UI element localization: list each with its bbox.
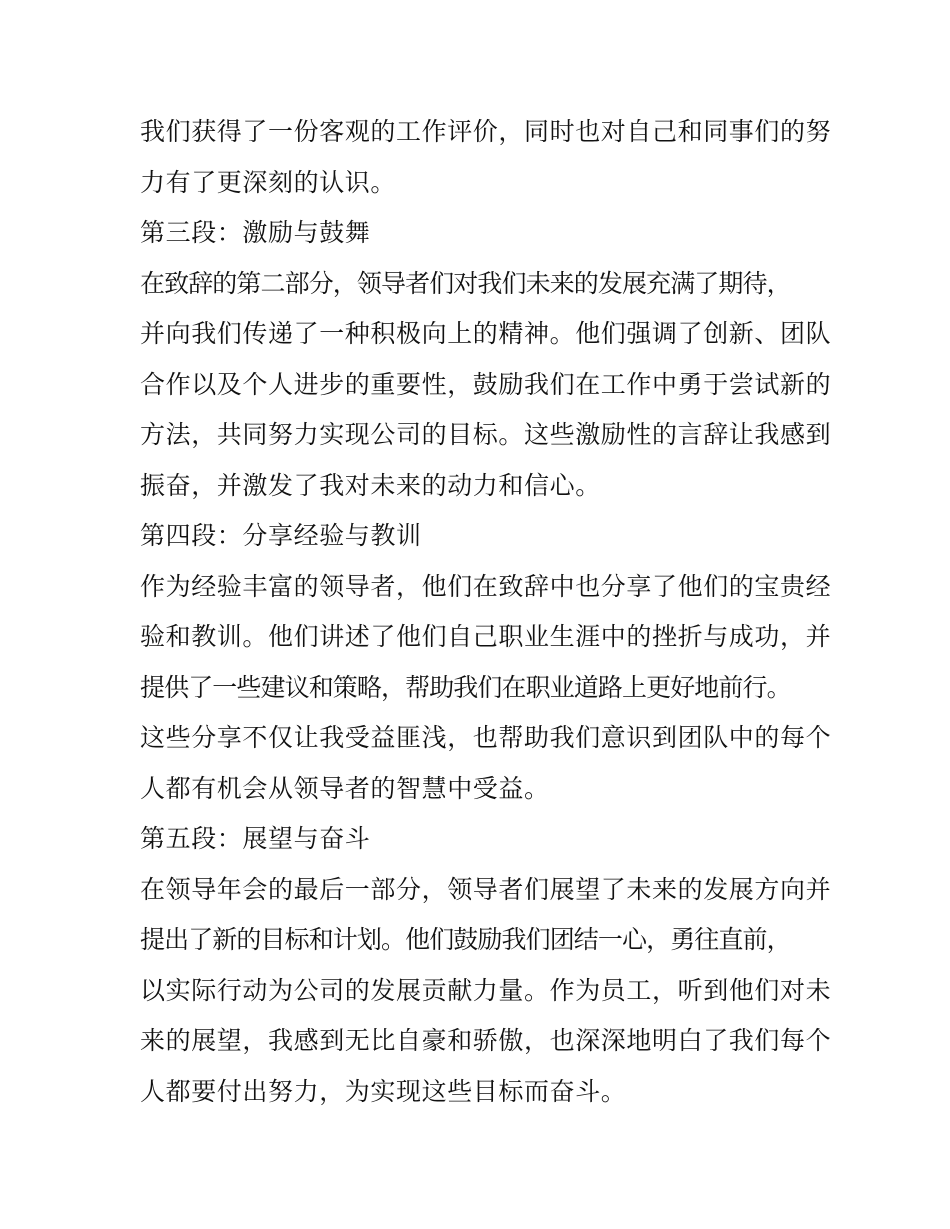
body-text-line: 人都要付出努力，为实现这些目标而奋斗。 — [140, 1076, 627, 1106]
body-text-line: 并向我们传递了一种积极向上的精神。他们强调了创新、团队 — [140, 319, 832, 348]
body-text-line: 这些分享不仅让我受益匪浅，也帮助我们意识到团队中的每个 — [140, 723, 832, 752]
body-text-line: 振奋，并激发了我对未来的动力和信心。 — [140, 470, 601, 500]
body-text-line: 我们获得了一份客观的工作评价，同时也对自己和同事们的努 — [140, 117, 832, 146]
body-text-line: 提供了一些建议和策略，帮助我们在职业道路上更好地前行。 — [140, 672, 791, 702]
body-text-line: 在领导年会的最后一部分，领导者们展望了未来的发展方向并 — [140, 874, 832, 904]
document-body — [140, 107, 832, 1117]
body-text-line: 作为经验丰富的领导者，他们在致辞中也分享了他们的宝贵经 — [140, 571, 832, 601]
body-text-line: 人都有机会从领导者的智慧中受益。 — [140, 773, 550, 803]
body-text-line: 验和教训。他们讲述了他们自己职业生涯中的挫折与成功，并 — [140, 622, 832, 651]
section-heading-4: 第四段：分享经验与教训 — [140, 521, 422, 550]
body-text-line: 方法，共同努力实现公司的目标。这些激励性的言辞让我感到 — [140, 420, 832, 449]
body-text-line: 以实际行动为公司的发展贡献力量。作为员工，听到他们对未 — [140, 975, 832, 1005]
body-text-line: 合作以及个人进步的重要性，鼓励我们在工作中勇于尝试新的 — [140, 369, 832, 399]
body-text-line: 力有了更深刻的认识。 — [140, 167, 397, 197]
body-text-line: 在致辞的第二部分，领导者们对我们未来的发展充满了期待， — [140, 268, 791, 298]
section-heading-5: 第五段：展望与奋斗 — [140, 824, 371, 853]
body-text-line: 来的展望，我感到无比自豪和骄傲，也深深地明白了我们每个 — [140, 1026, 832, 1055]
body-text-line: 提出了新的目标和计划。他们鼓励我们团结一心，勇往直前， — [140, 925, 791, 954]
section-heading-3: 第三段：激励与鼓舞 — [140, 218, 371, 247]
